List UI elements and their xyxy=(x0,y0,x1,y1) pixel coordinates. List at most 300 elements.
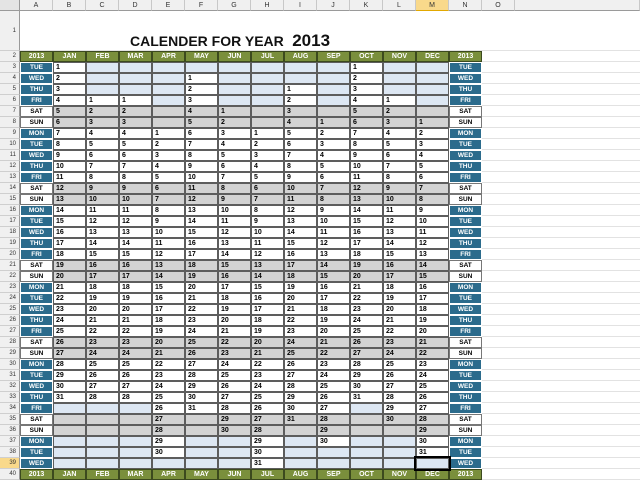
row-header-25[interactable]: 25 xyxy=(0,304,20,315)
date-cell[interactable]: 14 xyxy=(416,260,449,271)
date-cell[interactable]: 24 xyxy=(251,381,284,392)
row-header-29[interactable]: 29 xyxy=(0,348,20,359)
date-cell[interactable]: 12 xyxy=(284,205,317,216)
weekday-label[interactable]: TUE xyxy=(20,62,53,73)
row-header-26[interactable]: 26 xyxy=(0,315,20,326)
weekday-label[interactable]: MON xyxy=(449,205,482,216)
date-cell[interactable] xyxy=(152,458,185,469)
row-header-39[interactable]: 39 xyxy=(0,458,20,469)
date-cell[interactable]: 28 xyxy=(86,392,119,403)
date-cell[interactable]: 27 xyxy=(86,381,119,392)
date-cell[interactable]: 10 xyxy=(86,194,119,205)
weekday-label[interactable]: SAT xyxy=(20,414,53,425)
weekday-label[interactable]: SUN xyxy=(20,194,53,205)
date-cell[interactable]: 11 xyxy=(218,216,251,227)
date-cell[interactable]: 27 xyxy=(53,348,86,359)
date-cell[interactable]: 7 xyxy=(317,183,350,194)
date-cell[interactable]: 15 xyxy=(119,249,152,260)
date-cell[interactable] xyxy=(350,414,383,425)
date-cell[interactable]: 11 xyxy=(416,227,449,238)
date-cell[interactable]: 18 xyxy=(284,271,317,282)
date-cell[interactable]: 24 xyxy=(284,337,317,348)
date-cell[interactable] xyxy=(53,436,86,447)
date-cell[interactable]: 2 xyxy=(350,73,383,84)
date-cell[interactable]: 26 xyxy=(218,381,251,392)
weekday-label[interactable]: SUN xyxy=(20,271,53,282)
date-cell[interactable]: 12 xyxy=(152,249,185,260)
date-cell[interactable] xyxy=(152,62,185,73)
date-cell[interactable] xyxy=(383,84,416,95)
date-cell[interactable]: 24 xyxy=(218,359,251,370)
date-cell[interactable]: 28 xyxy=(383,392,416,403)
date-cell[interactable]: 17 xyxy=(53,238,86,249)
month-header-feb[interactable]: FEB xyxy=(86,51,119,62)
date-cell[interactable]: 13 xyxy=(53,194,86,205)
date-cell[interactable]: 16 xyxy=(251,293,284,304)
date-cell[interactable]: 18 xyxy=(350,249,383,260)
column-header-n[interactable]: N xyxy=(449,0,482,11)
month-header-jan[interactable]: JAN xyxy=(53,469,86,480)
date-cell[interactable]: 4 xyxy=(152,161,185,172)
weekday-label[interactable]: FRI xyxy=(20,326,53,337)
date-cell[interactable]: 23 xyxy=(119,337,152,348)
date-cell[interactable]: 26 xyxy=(53,337,86,348)
date-cell[interactable]: 4 xyxy=(53,95,86,106)
weekday-label[interactable]: THU xyxy=(449,161,482,172)
date-cell[interactable]: 16 xyxy=(86,260,119,271)
date-cell[interactable]: 4 xyxy=(317,150,350,161)
weekday-label[interactable]: SAT xyxy=(449,414,482,425)
date-cell[interactable]: 30 xyxy=(317,436,350,447)
date-cell[interactable] xyxy=(86,403,119,414)
date-cell[interactable]: 9 xyxy=(185,161,218,172)
date-cell[interactable]: 16 xyxy=(218,271,251,282)
date-cell[interactable]: 6 xyxy=(53,117,86,128)
date-cell[interactable]: 10 xyxy=(251,227,284,238)
date-cell[interactable]: 20 xyxy=(152,337,185,348)
date-cell[interactable]: 19 xyxy=(53,260,86,271)
date-cell[interactable]: 4 xyxy=(185,106,218,117)
date-cell[interactable]: 17 xyxy=(119,271,152,282)
date-cell[interactable]: 5 xyxy=(53,106,86,117)
date-cell[interactable]: 11 xyxy=(251,238,284,249)
weekday-label[interactable]: WED xyxy=(449,304,482,315)
date-cell[interactable]: 10 xyxy=(383,194,416,205)
month-header-apr[interactable]: APR xyxy=(152,51,185,62)
date-cell[interactable]: 3 xyxy=(251,150,284,161)
date-cell[interactable]: 18 xyxy=(53,249,86,260)
date-cell[interactable] xyxy=(350,425,383,436)
weekday-label[interactable]: SAT xyxy=(449,337,482,348)
weekday-label[interactable]: MON xyxy=(449,359,482,370)
weekday-label[interactable]: THU xyxy=(449,84,482,95)
column-header-c[interactable]: C xyxy=(86,0,119,11)
date-cell[interactable]: 25 xyxy=(383,359,416,370)
date-cell[interactable]: 10 xyxy=(152,227,185,238)
date-cell[interactable]: 24 xyxy=(185,326,218,337)
row-header-24[interactable]: 24 xyxy=(0,293,20,304)
date-cell[interactable]: 30 xyxy=(251,447,284,458)
date-cell[interactable]: 16 xyxy=(53,227,86,238)
row-header-4[interactable]: 4 xyxy=(0,73,20,84)
date-cell[interactable]: 20 xyxy=(218,315,251,326)
date-cell[interactable]: 21 xyxy=(119,315,152,326)
row-header-6[interactable]: 6 xyxy=(0,95,20,106)
date-cell[interactable]: 13 xyxy=(383,227,416,238)
column-header-m[interactable]: M xyxy=(416,0,449,11)
date-cell[interactable] xyxy=(284,447,317,458)
date-cell[interactable]: 1 xyxy=(383,95,416,106)
weekday-label[interactable]: SUN xyxy=(20,425,53,436)
date-cell[interactable]: 21 xyxy=(53,282,86,293)
date-cell[interactable]: 22 xyxy=(251,359,284,370)
month-header-sep[interactable]: SEP xyxy=(317,51,350,62)
date-cell[interactable]: 30 xyxy=(152,447,185,458)
date-cell[interactable]: 12 xyxy=(185,194,218,205)
date-cell[interactable]: 30 xyxy=(284,403,317,414)
date-cell[interactable]: 16 xyxy=(350,227,383,238)
date-cell[interactable]: 28 xyxy=(152,425,185,436)
weekday-label[interactable]: MON xyxy=(20,128,53,139)
column-header-l[interactable]: L xyxy=(383,0,416,11)
date-cell[interactable]: 3 xyxy=(86,117,119,128)
date-cell[interactable]: 26 xyxy=(284,359,317,370)
date-cell[interactable]: 31 xyxy=(416,447,449,458)
date-cell[interactable]: 5 xyxy=(317,161,350,172)
weekday-label[interactable]: WED xyxy=(449,73,482,84)
date-cell[interactable]: 18 xyxy=(119,282,152,293)
date-cell[interactable]: 6 xyxy=(152,183,185,194)
date-cell[interactable]: 4 xyxy=(416,150,449,161)
date-cell[interactable]: 23 xyxy=(416,359,449,370)
date-cell[interactable]: 21 xyxy=(185,293,218,304)
date-cell[interactable]: 1 xyxy=(218,106,251,117)
date-cell[interactable]: 22 xyxy=(119,326,152,337)
date-cell[interactable]: 12 xyxy=(53,183,86,194)
date-cell[interactable]: 16 xyxy=(416,282,449,293)
date-cell[interactable]: 10 xyxy=(284,183,317,194)
date-cell[interactable]: 10 xyxy=(416,216,449,227)
date-cell[interactable]: 24 xyxy=(416,370,449,381)
date-cell[interactable]: 2 xyxy=(119,106,152,117)
date-cell[interactable] xyxy=(416,73,449,84)
date-cell[interactable]: 26 xyxy=(383,370,416,381)
date-cell[interactable]: 3 xyxy=(284,106,317,117)
year-cell[interactable]: 2013 xyxy=(20,469,53,480)
date-cell[interactable]: 25 xyxy=(251,392,284,403)
date-cell[interactable]: 17 xyxy=(383,271,416,282)
date-cell[interactable]: 21 xyxy=(86,315,119,326)
month-header-nov[interactable]: NOV xyxy=(383,51,416,62)
month-header-may[interactable]: MAY xyxy=(185,469,218,480)
date-cell[interactable]: 4 xyxy=(383,128,416,139)
date-cell[interactable]: 11 xyxy=(86,205,119,216)
date-cell[interactable]: 19 xyxy=(218,304,251,315)
date-cell[interactable]: 29 xyxy=(416,425,449,436)
month-header-apr[interactable]: APR xyxy=(152,469,185,480)
row-header-1[interactable]: 1 xyxy=(0,11,20,51)
date-cell[interactable]: 3 xyxy=(53,84,86,95)
date-cell[interactable]: 14 xyxy=(218,249,251,260)
weekday-label[interactable]: SUN xyxy=(20,348,53,359)
date-cell[interactable]: 15 xyxy=(416,271,449,282)
weekday-label[interactable]: SUN xyxy=(449,348,482,359)
date-cell[interactable]: 8 xyxy=(152,205,185,216)
date-cell[interactable]: 20 xyxy=(53,271,86,282)
weekday-label[interactable]: WED xyxy=(20,150,53,161)
date-cell[interactable]: 4 xyxy=(119,128,152,139)
month-header-mar[interactable]: MAR xyxy=(119,51,152,62)
weekday-label[interactable]: MON xyxy=(449,436,482,447)
date-cell[interactable]: 29 xyxy=(152,436,185,447)
date-cell[interactable]: 13 xyxy=(416,249,449,260)
date-cell[interactable] xyxy=(317,73,350,84)
date-cell[interactable]: 26 xyxy=(119,370,152,381)
date-cell[interactable]: 13 xyxy=(152,260,185,271)
date-cell[interactable] xyxy=(53,425,86,436)
date-cell[interactable] xyxy=(218,62,251,73)
row-header-16[interactable]: 16 xyxy=(0,205,20,216)
date-cell[interactable]: 16 xyxy=(152,293,185,304)
date-cell[interactable] xyxy=(317,62,350,73)
date-cell[interactable]: 21 xyxy=(317,337,350,348)
date-cell[interactable]: 27 xyxy=(185,359,218,370)
weekday-label[interactable]: FRI xyxy=(20,403,53,414)
date-cell[interactable]: 19 xyxy=(119,293,152,304)
date-cell[interactable]: 9 xyxy=(350,150,383,161)
month-header-jul[interactable]: JUL xyxy=(251,469,284,480)
date-cell[interactable]: 8 xyxy=(185,150,218,161)
row-header-19[interactable]: 19 xyxy=(0,238,20,249)
row-header-33[interactable]: 33 xyxy=(0,392,20,403)
column-header-h[interactable]: H xyxy=(251,0,284,11)
date-cell[interactable]: 27 xyxy=(251,414,284,425)
date-cell[interactable] xyxy=(119,62,152,73)
date-cell[interactable] xyxy=(317,458,350,469)
date-cell[interactable] xyxy=(185,447,218,458)
date-cell[interactable]: 2 xyxy=(152,139,185,150)
date-cell[interactable]: 24 xyxy=(350,315,383,326)
date-cell[interactable] xyxy=(350,403,383,414)
weekday-label[interactable]: TUE xyxy=(20,447,53,458)
column-header-f[interactable]: F xyxy=(185,0,218,11)
weekday-label[interactable]: TUE xyxy=(449,293,482,304)
date-cell[interactable]: 27 xyxy=(317,403,350,414)
date-cell[interactable]: 27 xyxy=(152,414,185,425)
date-cell[interactable]: 15 xyxy=(317,271,350,282)
row-header-32[interactable]: 32 xyxy=(0,381,20,392)
date-cell[interactable] xyxy=(218,95,251,106)
date-cell[interactable]: 22 xyxy=(218,337,251,348)
date-cell[interactable] xyxy=(251,106,284,117)
date-cell[interactable]: 22 xyxy=(317,348,350,359)
date-cell[interactable]: 6 xyxy=(251,183,284,194)
date-cell[interactable]: 23 xyxy=(185,315,218,326)
date-cell[interactable]: 30 xyxy=(383,414,416,425)
date-cell[interactable]: 3 xyxy=(383,117,416,128)
date-cell[interactable]: 3 xyxy=(152,150,185,161)
month-header-nov[interactable]: NOV xyxy=(383,469,416,480)
weekday-label[interactable]: THU xyxy=(20,84,53,95)
date-cell[interactable] xyxy=(317,84,350,95)
date-cell[interactable]: 28 xyxy=(119,392,152,403)
date-cell[interactable]: 3 xyxy=(350,84,383,95)
date-cell[interactable]: 9 xyxy=(86,183,119,194)
date-cell[interactable] xyxy=(53,458,86,469)
weekday-label[interactable]: MON xyxy=(449,128,482,139)
date-cell[interactable]: 7 xyxy=(119,161,152,172)
date-cell[interactable] xyxy=(416,458,449,469)
date-cell[interactable]: 26 xyxy=(185,348,218,359)
weekday-label[interactable]: THU xyxy=(20,315,53,326)
date-cell[interactable]: 1 xyxy=(284,84,317,95)
date-cell[interactable]: 12 xyxy=(383,216,416,227)
date-cell[interactable]: 23 xyxy=(218,348,251,359)
date-cell[interactable] xyxy=(251,62,284,73)
date-cell[interactable]: 8 xyxy=(251,205,284,216)
date-cell[interactable] xyxy=(416,95,449,106)
date-cell[interactable]: 2 xyxy=(383,106,416,117)
date-cell[interactable]: 17 xyxy=(350,238,383,249)
date-cell[interactable]: 28 xyxy=(53,359,86,370)
row-header-40[interactable]: 40 xyxy=(0,469,20,480)
date-cell[interactable]: 2 xyxy=(317,128,350,139)
date-cell[interactable]: 27 xyxy=(284,370,317,381)
date-cell[interactable] xyxy=(152,84,185,95)
date-cell[interactable]: 7 xyxy=(350,128,383,139)
date-cell[interactable]: 22 xyxy=(284,315,317,326)
weekday-label[interactable]: WED xyxy=(449,150,482,161)
date-cell[interactable]: 25 xyxy=(53,326,86,337)
date-cell[interactable]: 9 xyxy=(416,205,449,216)
date-cell[interactable] xyxy=(317,95,350,106)
weekday-label[interactable]: SAT xyxy=(20,260,53,271)
date-cell[interactable]: 21 xyxy=(416,337,449,348)
weekday-label[interactable]: TUE xyxy=(20,370,53,381)
date-cell[interactable]: 6 xyxy=(317,172,350,183)
date-cell[interactable]: 5 xyxy=(218,150,251,161)
date-cell[interactable]: 14 xyxy=(185,216,218,227)
date-cell[interactable]: 11 xyxy=(383,205,416,216)
date-cell[interactable]: 31 xyxy=(251,458,284,469)
date-cell[interactable]: 21 xyxy=(152,348,185,359)
date-cell[interactable]: 15 xyxy=(152,282,185,293)
date-cell[interactable]: 23 xyxy=(317,359,350,370)
date-cell[interactable] xyxy=(284,458,317,469)
date-cell[interactable]: 5 xyxy=(86,139,119,150)
date-cell[interactable]: 19 xyxy=(284,282,317,293)
date-cell[interactable]: 2 xyxy=(218,117,251,128)
date-cell[interactable]: 25 xyxy=(185,337,218,348)
date-cell[interactable]: 1 xyxy=(416,117,449,128)
date-cell[interactable] xyxy=(86,62,119,73)
row-header-7[interactable]: 7 xyxy=(0,106,20,117)
date-cell[interactable]: 19 xyxy=(317,315,350,326)
date-cell[interactable]: 7 xyxy=(383,161,416,172)
date-cell[interactable]: 29 xyxy=(53,370,86,381)
date-cell[interactable]: 25 xyxy=(218,370,251,381)
row-header-35[interactable]: 35 xyxy=(0,414,20,425)
date-cell[interactable]: 28 xyxy=(185,370,218,381)
date-cell[interactable] xyxy=(383,62,416,73)
date-cell[interactable]: 4 xyxy=(218,139,251,150)
date-cell[interactable]: 24 xyxy=(119,348,152,359)
date-cell[interactable]: 17 xyxy=(317,293,350,304)
date-cell[interactable] xyxy=(119,425,152,436)
row-header-27[interactable]: 27 xyxy=(0,326,20,337)
date-cell[interactable]: 16 xyxy=(119,260,152,271)
date-cell[interactable]: 4 xyxy=(86,128,119,139)
month-header-jul[interactable]: JUL xyxy=(251,51,284,62)
date-cell[interactable]: 18 xyxy=(416,304,449,315)
weekday-label[interactable]: SUN xyxy=(20,117,53,128)
date-cell[interactable]: 23 xyxy=(284,326,317,337)
row-header-14[interactable]: 14 xyxy=(0,183,20,194)
weekday-label[interactable]: THU xyxy=(20,238,53,249)
date-cell[interactable]: 27 xyxy=(416,403,449,414)
date-cell[interactable]: 16 xyxy=(185,238,218,249)
date-cell[interactable]: 9 xyxy=(284,172,317,183)
year-cell[interactable]: 2013 xyxy=(20,51,53,62)
date-cell[interactable]: 31 xyxy=(284,414,317,425)
row-header-21[interactable]: 21 xyxy=(0,260,20,271)
date-cell[interactable]: 20 xyxy=(284,293,317,304)
date-cell[interactable]: 29 xyxy=(185,381,218,392)
date-cell[interactable] xyxy=(383,425,416,436)
date-cell[interactable]: 9 xyxy=(53,150,86,161)
select-all-corner[interactable] xyxy=(0,0,20,11)
date-cell[interactable]: 14 xyxy=(152,271,185,282)
date-cell[interactable]: 13 xyxy=(119,227,152,238)
date-cell[interactable] xyxy=(53,403,86,414)
row-header-5[interactable]: 5 xyxy=(0,84,20,95)
row-header-22[interactable]: 22 xyxy=(0,271,20,282)
date-cell[interactable]: 20 xyxy=(185,282,218,293)
month-header-dec[interactable]: DEC xyxy=(416,469,449,480)
date-cell[interactable] xyxy=(350,458,383,469)
date-cell[interactable] xyxy=(284,73,317,84)
date-cell[interactable]: 24 xyxy=(383,348,416,359)
date-cell[interactable] xyxy=(317,447,350,458)
date-cell[interactable]: 8 xyxy=(218,183,251,194)
date-cell[interactable]: 17 xyxy=(185,249,218,260)
date-cell[interactable]: 1 xyxy=(251,128,284,139)
date-cell[interactable]: 22 xyxy=(53,293,86,304)
date-cell[interactable]: 21 xyxy=(383,315,416,326)
weekday-label[interactable]: WED xyxy=(449,458,482,469)
date-cell[interactable]: 28 xyxy=(350,359,383,370)
date-cell[interactable]: 28 xyxy=(284,381,317,392)
date-cell[interactable]: 27 xyxy=(383,381,416,392)
date-cell[interactable]: 5 xyxy=(416,161,449,172)
date-cell[interactable] xyxy=(185,62,218,73)
date-cell[interactable]: 9 xyxy=(251,216,284,227)
date-cell[interactable]: 7 xyxy=(218,172,251,183)
date-cell[interactable] xyxy=(350,447,383,458)
date-cell[interactable]: 15 xyxy=(350,216,383,227)
date-cell[interactable]: 4 xyxy=(251,161,284,172)
weekday-label[interactable]: SAT xyxy=(449,106,482,117)
date-cell[interactable] xyxy=(416,84,449,95)
date-cell[interactable]: 26 xyxy=(152,403,185,414)
weekday-label[interactable]: FRI xyxy=(20,172,53,183)
weekday-label[interactable]: WED xyxy=(449,227,482,238)
date-cell[interactable]: 26 xyxy=(317,392,350,403)
row-header-11[interactable]: 11 xyxy=(0,150,20,161)
date-cell[interactable]: 7 xyxy=(185,139,218,150)
weekday-label[interactable]: SAT xyxy=(449,260,482,271)
date-cell[interactable]: 25 xyxy=(119,359,152,370)
